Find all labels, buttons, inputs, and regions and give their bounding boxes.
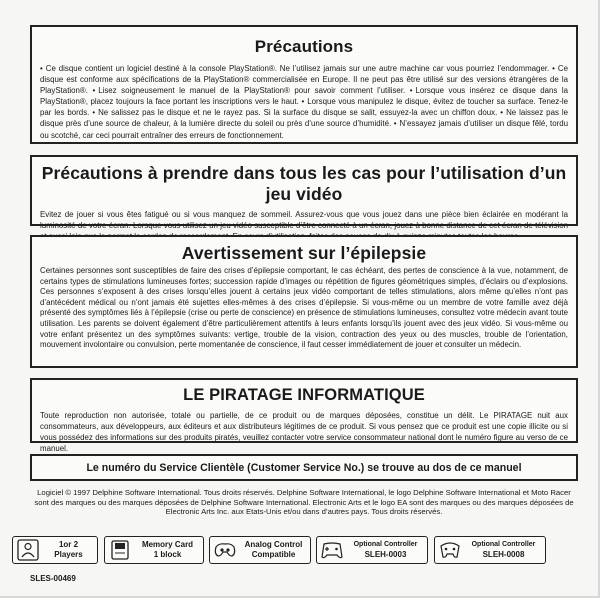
video-game-precautions-title: Précautions à prendre dans tous les cas pour l’utilisation d’un jeu vidéo — [41, 163, 567, 204]
controller-icon — [320, 538, 344, 562]
memory-card-line2: 1 block — [153, 550, 182, 559]
players-box — [12, 536, 98, 564]
precautions-text: • Ce disque contient un logiciel destiné à la console PlayStation®. Ne l’utilisez jamais sur une autre machine car vous pourriez l’endommager. • Ce disque est conforme aux spécifications de la PlayStation® commercialisée en Europe. Il ne peut pas être utilisé sur des versions étrangères de la PlayStation®. • Lisez soigneusement le manuel de la PlayStation® pour savoir comment l’utiliser. • Lorsque vous insérez ce disque dans la PlayStation®, placez toujours la face portant les inscriptions vers le haut. • Lorsque vous manipulez le disque, évitez de toucher sa surface. Tenez-le par les bords. • Ne salissez pas le disque et ne le rayez pas. Si la surface du disque se salit, essuyez-la avec un chiffon doux. • Ne laissez pas le disque près d’une source de chaleur, à la lumière directe du soleil ou près d’une source d’humidité. • N’essayez jamais d’utiliser un disque fêlé, tordu ou scotché, car ceci pourrait entraîner des erreurs de fonctionnement. — [40, 64, 569, 140]
optional-controller-1-line2: SLEH-0003 — [364, 550, 407, 559]
players-line1: 1or 2 — [58, 540, 79, 549]
legal-notice: Logiciel © 1997 Delphine Software International. Tous droits réservés. Delphine Software International, le logo Delphine Software International et Moto Racer sont des marques ou des marques déposées de Delphine Software International. Electronic Arts et le logo EA sont des marques ou des marques déposées de Electronic Arts Inc. aux Etats-Unis et/ou dans d’autres pays. Tous droits réservés. — [34, 488, 574, 517]
memory-card-line1: Memory Card — [141, 540, 194, 549]
analog-controller-icon — [213, 538, 237, 562]
epilepsy-warning-title: Avertissement sur l’épilepsie — [181, 243, 427, 263]
customer-service-box — [30, 454, 578, 481]
epilepsy-warning-box — [30, 235, 578, 368]
optional-controller-2-line1: Optional Controller — [471, 541, 536, 548]
precautions-bullet: Lorsque vous manipulez le disque, évitez de toucher sa surface. Tenez-le par les bords. — [40, 97, 568, 118]
analog-control-line2: Compatible — [251, 550, 296, 559]
optional-controller-1-line1: Optional Controller — [353, 541, 418, 548]
precautions-bullet: N’essayez jamais d’utiliser un disque fêlé, tordu ou scotché, car ceci pourrait entraîner des erreurs de fonctionnement. — [40, 119, 568, 140]
precautions-bullet: Ce disque contient un logiciel destiné à la console PlayStation®. Ne l’utilisez jamais sur une autre machine car vous pourriez l’endommager. — [45, 64, 550, 73]
players-icon — [16, 538, 40, 562]
epilepsy-warning-text: Certaines personnes sont susceptibles de faire des crises d’épilepsie comportant, le cas échéant, des pertes de conscience à la vue, notamment, de certains types de stimulations lumineuses fortes; succession rapide d’images ou répétition de figures géométriques simples, d’éclairs ou d’explosions. Ces personnes s’exposent à des crises lorsqu’elles jouent à certains jeux vidéo comportant de telles stimulations, alors même qu’elles n’ont pas d’antécédent médical ou n’ont jamais été sujettes elles-mêmes à des crises d’épilepsie. Si vous-même ou un membre de votre famille avez déjà présenté des symptômes liés à l’épilepsie (crise ou perte de conscience) en présence de stimulations lumineuses, consultez votre médecin avant toute utilisation. Les parents se doivent également d’être particulièrement attentifs à leurs enfants lorsqu’ils jouent avec des jeux vidéo. Si vous-même ou votre enfant présentez un des symptômes suivants: vertige, trouble de la vision, contraction des yeux ou des muscles, trouble de l’orientation, mouvement involontaire ou convulsion, perte momentanée de conscience, il faut cesser immédiatement de jouer et consulter un médecin. — [40, 266, 568, 350]
precautions-bullet: Lorsque vous insérez ce disque dans la PlayStation®, placez toujours la face portant les inscriptions vers le haut. — [40, 86, 568, 107]
precautions-bullet: Ne laissez pas le disque près d’une source de chaleur, à la lumière directe du soleil ou près d’une source d’humidité. — [40, 108, 569, 129]
video-game-precautions-text: Evitez de jouer si vous êtes fatigué ou si vous manquez de sommeil. Assurez-vous que vous jouez dans une pièce bien éclairée en modérant la luminosité de votre écran. Lorsque vous utilisez un jeu vidéo susceptible d’être connecté à un écran, jouez à bonne distance de cet écran de télévision — [40, 210, 568, 231]
piracy-title: LE PIRATAGE INFORMATIQUE — [183, 386, 425, 404]
memory-card-box — [104, 536, 204, 564]
video-game-precautions-box — [30, 155, 578, 231]
piracy-box — [30, 378, 578, 454]
analog-control-box — [209, 536, 311, 564]
analog-control-line1: Analog Control — [244, 540, 303, 549]
precautions-box — [30, 25, 578, 144]
product-code: SLES-00469 — [30, 574, 76, 583]
memory-card-icon — [108, 538, 132, 562]
precautions-bullet: Ne salissez pas le disque et ne le rayez pas. Si la surface du disque se salit, essuyez-la avec un chiffon doux. — [98, 108, 498, 118]
players-line2: Players — [54, 550, 83, 559]
precautions-title: Précautions — [254, 37, 354, 56]
precautions-bullet: Ce disque est conforme aux spécifications de la PlayStation® commercialisée en Europe. Il ne peut pas être utilisé sur des versions étrangères de la PlayStation®. — [40, 64, 569, 96]
optional-controller-2-line2: SLEH-0008 — [482, 550, 525, 559]
optional-controller-box-2 — [434, 536, 546, 564]
precautions-bullet: Lisez soigneusement le manuel de la PlayStation® pour savoir comment l’utiliser. — [98, 86, 406, 96]
customer-service-text: Le numéro du Service Clientèle (Customer Service No.) se trouve au dos de ce manuel — [86, 461, 522, 474]
piracy-text: Toute reproduction non autorisée, totale ou partielle, de ce produit ou de marques déposées, constitue un délit. Le PIRATAGE nuit aux consommateurs, aux développeurs, aux éditeurs et aux distributeurs légitimes de ce produit. Si vous pensez que ce produit est une copie illicite ou si vous possédez des informations sur des produits piratés, veuillez contacter votre service consommateur national dont le numéro figure au verso de ce manuel. — [40, 411, 568, 454]
optional-controller-box-1 — [316, 536, 428, 564]
controller-icon — [438, 538, 462, 562]
